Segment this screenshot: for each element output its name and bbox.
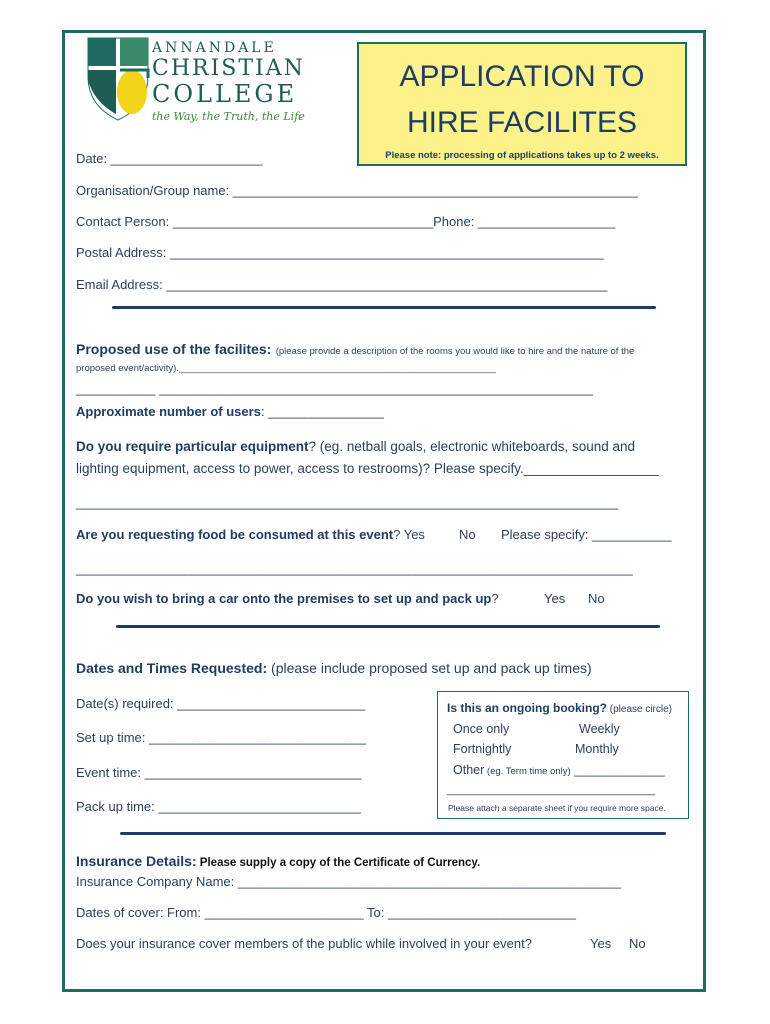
dates-required-field[interactable]: Date(s) required: __________________________	[76, 696, 366, 711]
equipment-label: Do you require particular equipment	[76, 439, 309, 454]
insurance-heading: Insurance Details:	[76, 853, 197, 869]
insurance-instruction: Please supply a copy of the Certificate of Currency.	[196, 857, 481, 869]
insurance-company-field[interactable]: Insurance Company Name: _____________________________________________________	[76, 874, 622, 889]
equipment-specify-field[interactable]: lighting equipment, access to power, access to restrooms)? Please specify.__________________	[76, 461, 659, 476]
logo-line-1: ANNANDALE	[152, 40, 277, 56]
public-cover-yes-option[interactable]: Yes	[590, 936, 612, 951]
booking-heading-row	[447, 701, 672, 715]
contact-phone-field[interactable]: Contact Person: ____________________________________Phone: ___________________	[76, 214, 616, 229]
car-question	[76, 591, 499, 606]
food-line[interactable]: _____________________________________________________________________________	[76, 561, 633, 576]
car-label: Do you wish to bring a car onto the premises to set up and pack up	[76, 591, 492, 606]
booking-other-label: Other	[453, 763, 485, 777]
organisation-field[interactable]: Organisation/Group name: ________________________________________________________	[76, 183, 638, 198]
dates-heading: Dates and Times Requested:	[76, 660, 268, 676]
car-question-mark: ?	[491, 591, 499, 606]
booking-attach-note: Please attach a separate sheet if you require more space.	[448, 803, 666, 813]
booking-other-line[interactable]: __________________________________	[447, 784, 656, 796]
proposed-use-row	[76, 341, 634, 359]
equipment-question	[76, 439, 635, 454]
event-time-field[interactable]: Event time: ______________________________	[76, 765, 362, 780]
car-no-option[interactable]: No	[588, 591, 605, 606]
proposed-use-heading: Proposed use of the facilites:	[76, 341, 272, 357]
booking-fortnightly[interactable]: Fortnightly	[453, 742, 512, 756]
shield-crest-icon	[86, 36, 150, 122]
booking-other-field[interactable]: _____________	[570, 763, 665, 777]
cover-dates-field[interactable]: Dates of cover: From: ______________________ To: __________________________	[76, 905, 576, 920]
title-line-1: APPLICATION TO	[399, 60, 645, 93]
dates-heading-note: (please include proposed set up and pack up times)	[267, 660, 592, 676]
users-label: Approximate number of users	[76, 404, 261, 419]
car-yes-option[interactable]: Yes	[544, 591, 566, 606]
food-yes-option[interactable]: ? Yes	[393, 527, 425, 542]
proposed-use-description: (please provide a description of the rooms you would like to hire and the nature of the	[275, 346, 635, 357]
booking-heading: Is this an ongoing booking?	[447, 701, 607, 715]
email-address-field[interactable]: Email Address: _____________________________________________________________	[76, 277, 608, 292]
postal-address-field[interactable]: Postal Address: ____________________________________________________________	[76, 245, 604, 260]
food-no-option[interactable]: No	[459, 527, 476, 542]
packup-time-field[interactable]: Pack up time: ____________________________	[76, 799, 361, 814]
users-field[interactable]: : ________________	[260, 404, 384, 419]
public-cover-no-option[interactable]: No	[629, 936, 646, 951]
section-divider-2	[116, 625, 660, 628]
food-question	[76, 527, 425, 542]
booking-circle-note: (please circle)	[606, 704, 673, 715]
form-border	[62, 30, 706, 992]
section-divider-1	[112, 306, 656, 309]
food-label: Are you requesting food be consumed at this event	[76, 527, 394, 542]
setup-time-field[interactable]: Set up time: ______________________________	[76, 730, 366, 745]
booking-weekly[interactable]: Weekly	[579, 722, 620, 736]
booking-other-row[interactable]	[453, 763, 665, 777]
booking-other-note: (eg. Term time only)	[484, 766, 571, 777]
food-specify-field[interactable]: Please specify: ___________	[501, 527, 672, 542]
processing-note: Please note: processing of applications takes up to 2 weeks.	[385, 150, 659, 161]
insurance-heading-row	[76, 853, 480, 871]
logo-line-3: COLLEGE	[152, 80, 298, 108]
logo-line-2: CHRISTIAN	[152, 56, 305, 81]
proposed-use-line[interactable]: ___________ ____________________________________________________________	[76, 381, 593, 396]
booking-once-only[interactable]: Once only	[453, 722, 510, 736]
dates-heading-row	[76, 660, 592, 676]
booking-monthly[interactable]: Monthly	[575, 742, 619, 756]
equipment-examples: ? (eg. netball goals, electronic whiteboards, sound and	[308, 439, 636, 454]
date-field[interactable]: Date: _____________________	[76, 151, 263, 166]
section-divider-3	[120, 832, 666, 835]
title-box	[357, 42, 687, 166]
users-row	[76, 404, 384, 419]
proposed-event-field[interactable]: proposed event/activity).____________________________________________________________	[76, 363, 496, 374]
title-line-2: HIRE FACILITES	[406, 106, 638, 139]
logo-tagline: the Way, the Truth, the Life	[152, 110, 305, 123]
equipment-line[interactable]: ___________________________________________________________________________	[76, 495, 619, 510]
public-cover-question: Does your insurance cover members of the public while involved in your event?	[76, 936, 532, 951]
